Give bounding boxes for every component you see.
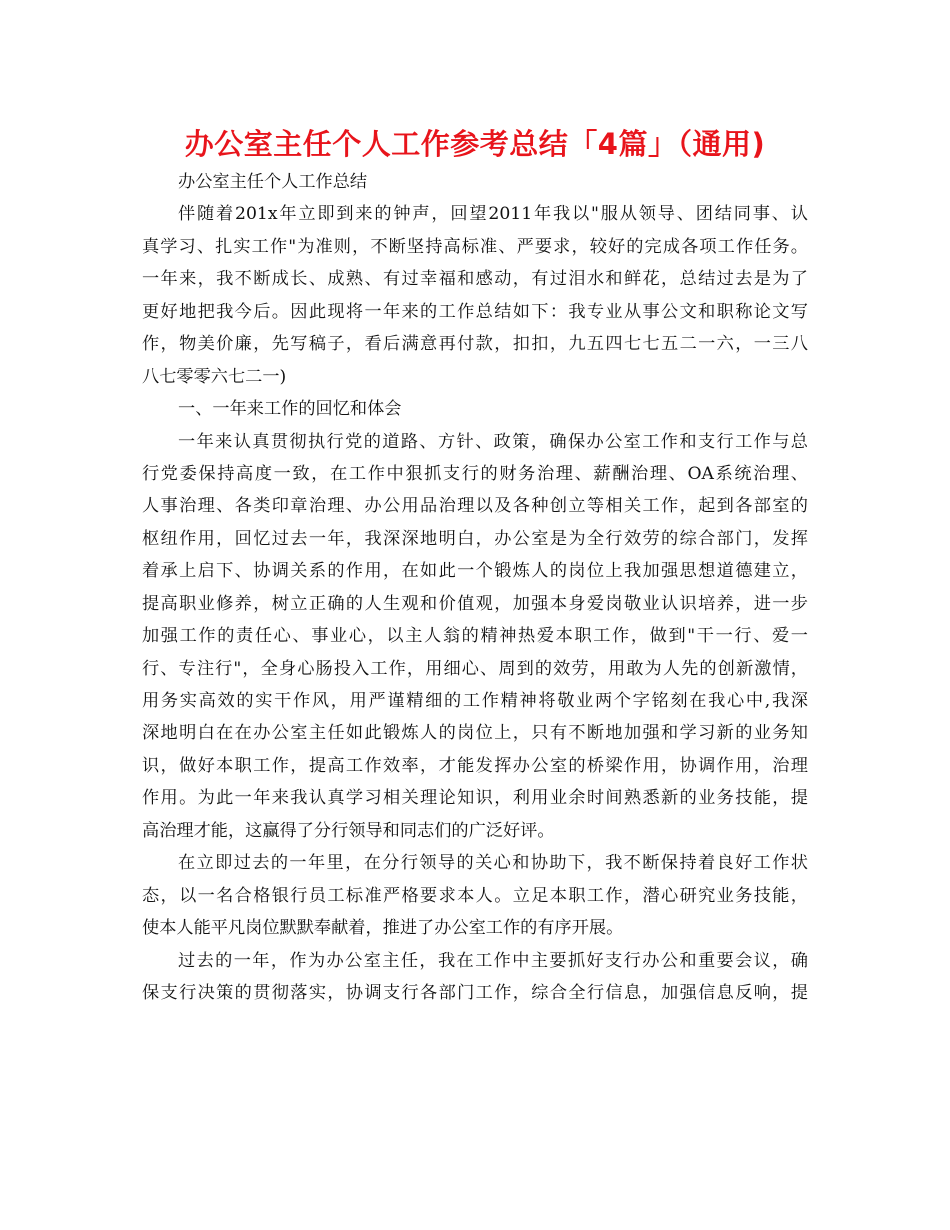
text-line: 高治理才能，这赢得了分行领导和同志们的广泛好评。 xyxy=(142,820,555,841)
text-line: 一年来，我不断成长、成熟、有过幸福和感动，有过泪水和鲜花，总结过去是为了 xyxy=(142,269,808,290)
text-line: 使本人能平凡岗位默默奉献着，推进了办公室工作的有序开展。 xyxy=(142,918,624,939)
text-line: 更好地把我今后。因此现将一年来的工作总结如下：我专业从事公文和职称论文写 xyxy=(142,301,808,322)
text-line: 行党委保持高度一致，在工作中狠抓支行的财务治理、薪酬治理、OA系统治理、 xyxy=(142,463,808,484)
text-line: 在立即过去的一年里，在分行领导的关心和协助下，我不断保持着良好工作状 xyxy=(178,853,808,874)
text-line: 加强工作的责任心、事业心，以主人翁的精神热爱本职工作，做到"干一行、爱一 xyxy=(142,626,808,647)
document-title: 办公室主任个人工作参考总结「4篇」（通用) xyxy=(184,127,766,161)
text-line: 作，物美价廉，先写稿子，看后满意再付款，扣扣，九五四七七五二一六，一三八 xyxy=(142,334,808,355)
text-line: 态，以一名合格银行员工标准严格要求本人。立足本职工作，潜心研究业务技能， xyxy=(142,885,808,906)
text-line: 行、专注行"，全身心肠投入工作，用细心、周到的效劳，用敢为人先的创新激情， xyxy=(142,658,808,679)
text-line: 用务实高效的实干作风，用严谨精细的工作精神将敬业两个字铭刻在我心中,我深 xyxy=(142,691,808,711)
text-line: 提高职业修养，树立正确的人生观和价值观，加强本身爱岗敬业认识培养，进一步 xyxy=(142,593,808,614)
text-line: 深地明白在在办公室主任如此锻炼人的岗位上，只有不断地加强和学习新的业务知 xyxy=(142,723,808,744)
text-line: 伴随着201x年立即到来的钟声，回望2011年我以"服从领导、团结同事、认 xyxy=(178,204,808,225)
text-line: 一、一年来工作的回忆和体会 xyxy=(178,399,402,420)
text-line: 作用。为此一年来我认真学习相关理论知识，利用业余时间熟悉新的业务技能，提 xyxy=(142,788,808,809)
text-line: 保支行决策的贯彻落实，协调支行各部门工作，综合全行信息，加强信息反响，提 xyxy=(142,982,808,1003)
text-line: 八七零零六七二一) xyxy=(142,366,287,387)
text-line: 人事治理、各类印章治理、办公用品治理以及各种创立等相关工作，起到各部室的 xyxy=(142,496,808,517)
text-line: 真学习、扎实工作"为准则，不断坚持高标准、严要求，较好的完成各项工作任务。 xyxy=(142,236,808,257)
document-body xyxy=(142,166,808,1009)
text-line: 过去的一年，作为办公室主任，我在工作中主要抓好支行办公和重要会议，确 xyxy=(178,950,808,971)
text-line: 枢纽作用，回忆过去一年，我深深地明白，办公室是为全行效劳的综合部门，发挥 xyxy=(142,528,808,549)
text-line: 着承上启下、协调关系的作用，在如此一个锻炼人的岗位上我加强思想道德建立， xyxy=(142,561,808,582)
text-line: 办公室主任个人工作总结 xyxy=(178,172,368,192)
text-line: 识，做好本职工作，提高工作效率，才能发挥办公室的桥梁作用，协调作用，治理 xyxy=(142,755,808,776)
text-line: 一年来认真贯彻执行党的道路、方针、政策，确保办公室工作和支行工作与总 xyxy=(178,431,808,452)
